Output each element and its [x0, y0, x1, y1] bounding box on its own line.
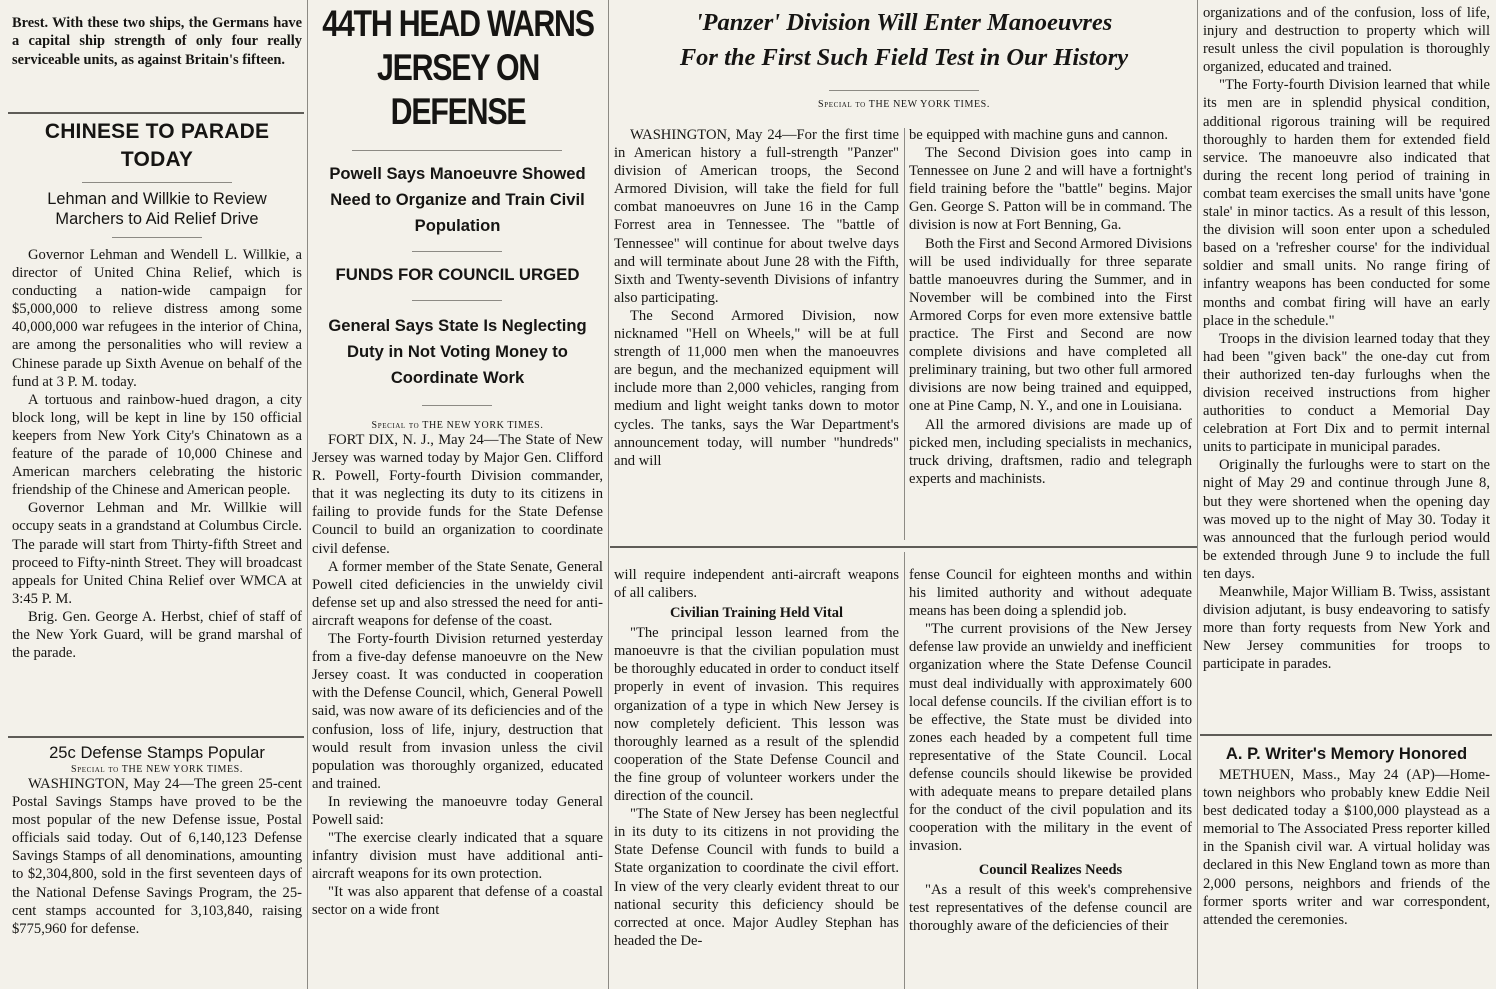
main-story-paragraph-6: "It was also apparent that defense of a coastal sector on a wide front: [312, 884, 603, 919]
column-rule: [307, 0, 308, 989]
column-5-paragraph-3: Troops in the division learned today that they had been "given back" the one-day cut from their authorized ten-day furloughs when the division received instructions from higher authorities to conduct a Memorial Day celebration at Fort Dix and to permit internal units to participate in municipal parades.: [1203, 330, 1490, 456]
column-3-continuation: [614, 566, 899, 984]
panzer-paragraph-b4: All the armored divisions are made up of picked men, including specialists in mechanics, truck driving, draftsmen, radio and telegraph experts and machinists.: [909, 416, 1192, 487]
panzer-paragraph-a2: The Second Armored Division, now nicknamed "Hell on Wheels," will be at full strength of 11,000 men when the manoeuvres are begun, and the mechanized equipment will include more than 2,000 vehicles, ranging from medium and light weight tanks down to motor cycles. The tanks, says the War Department's announcement today, will number "hundreds" and will: [614, 307, 899, 469]
divider: [422, 405, 492, 406]
column-4-continuation: [909, 566, 1192, 984]
civilian-training-subhead: Civilian Training Held Vital: [669, 605, 844, 622]
divider: [112, 237, 202, 238]
divider: [352, 150, 562, 151]
divider: [82, 182, 232, 183]
ap-writer-story: [1203, 742, 1490, 984]
column-5-paragraph-2: "The Forty-fourth Division learned that while its men are in splendid physical condition, additional rigorous training will be required thoroughly to harden them for extended field service. The manoeuvre also indicated that during the recent long period of training in combat team exercises the small units have 'gone stale' in minor tactics. As a result of this lesson, the division will soon enter upon a scheduled based on a 'refresher course' for the individual soldier and small units. No range firing of infantry weapons has been conducted for some months and combat firing will have an early place in the schedule.": [1203, 77, 1490, 329]
column-5-paragraph-5: Meanwhile, Major William B. Twiss, assistant division adjutant, is busy endeavoring to satisfy more than forty requests from New York and New Jersey communities for troops to participate in parades.: [1203, 584, 1490, 673]
divider: [412, 251, 502, 252]
carryover-paragraph: Brest. With these two ships, the Germans have a capital ship strength of only four really serviceable units, as against Britain's fifteen.: [12, 15, 302, 68]
defense-stamps-paragraph: WASHINGTON, May 24—The green 25-cent Postal Savings Stamps have proved to be the most popular of the new Defense issue, Postal officials said today. Out of 6,140,123 Defense Savings Stamps of all denominations, amounting to $2,304,800, sold in the first seventeen days of the National Defense Savings Program, the 25-cent stamps accounted for 3,103,840, raising $775,960 for defense.: [12, 776, 302, 937]
defense-stamps-credit: Special to THE NEW YORK TIMES.: [71, 764, 243, 775]
column-3-paragraph-1: will require independent anti-aircraft weapons of all calibers.: [614, 567, 899, 602]
divider: [8, 112, 304, 114]
column-4-paragraph-1: fense Council for eighteen months and within his limited authority and without adequate means has been doing a splendid job.: [909, 567, 1192, 620]
panzer-headline-block: [612, 4, 1196, 122]
main-deck-2: FUNDS FOR COUNCIL URGED: [335, 265, 580, 284]
chinese-parade-paragraph-1: Governor Lehman and Wendell L. Willkie, a director of United China Relief, which is conducting a nation-wide campaign for $5,000,000 to relieve distress among some 40,000,000 war refugees in the interior of China, are among the personalities who will review a Chinese parade up Sixth Avenue on behalf of the fund at 3 P. M. today.: [12, 247, 302, 390]
main-deck-3: General Says State Is Neglecting Duty in Not Voting Money to Coordinate Work: [328, 316, 587, 387]
chinese-parade-headline: CHINESE TO PARADE TODAY: [44, 120, 270, 171]
main-deck-1: Powell Says Manoeuvre Showed Need to Organize and Train Civil Population: [329, 164, 586, 235]
ap-writer-paragraph: METHUEN, Mass., May 24 (AP)—Home-town neighbors who probably knew Eddie Neil best dedicated today a $100,000 playstead as a memorial to The Associated Press reporter killed in the Spanish civil war. A virtual holiday was declared in this New England town as more than 2,000 persons, neighbors and friends of the former sports writer and war correspondent, attended the ceremonies.: [1203, 767, 1490, 928]
column-3-paragraph-3: "The State of New Jersey has been neglectful in its duty to its citizens in not providing the State Defense Council with funds to build a State organization to coordinate the civil effort. In view of the very clearly evident threat to our national security this deficiency should be corrected at once. Major Audley Stephan has headed the De-: [614, 806, 899, 949]
column-1-carryover: [12, 14, 302, 106]
column-5-paragraph-1: organizations and of the confusion, loss of life, injury and destruction to property which will result unless the civil population is thoroughly organized, educated and trained.: [1203, 5, 1490, 76]
divider: [8, 736, 304, 738]
panzer-paragraph-b2: The Second Division goes into camp in Tennessee on June 2 and will have a fortnight's field training before the "battle" begins. Major Gen. George S. Patton will be in command. The division is now at Fort Benning, Ga.: [909, 145, 1192, 234]
chinese-parade-paragraph-2: A tortuous and rainbow-hued dragon, a city block long, will be kept in line by 150 official keepers from New York City's Chinatown as a feature of the parade of 10,000 Chinese and American marchers celebrating the historic friendship of the Chinese and American people.: [12, 391, 302, 499]
main-story-paragraph-5: "The exercise clearly indicated that a square infantry division must have additional anti-aircraft weapons for its own protection.: [312, 830, 603, 883]
divider: [829, 90, 979, 91]
main-story-paragraph-2: A former member of the State Senate, General Powell cited deficiencies in the unwieldy civil defense set up and also stressed the need for anti-aircraft weapons for defense of the coast.: [312, 558, 603, 629]
column-rule: [608, 0, 609, 989]
column-3-paragraph-2: "The principal lesson learned from the manoeuvre is that the civilian population must be thoroughly educated in order to conduct itself properly in event of invasion. This requires organization of a type in which New Jersey is now completely deficient. This lesson was thoroughly learned as a result of the splendid cooperation of the State Defense Council and the fine group of volunteer workers under the direction of the council.: [614, 625, 899, 805]
panzer-paragraph-b1: be equipped with machine guns and cannon.: [909, 127, 1168, 143]
panzer-column-b: [909, 126, 1192, 541]
column-5: [1203, 4, 1490, 730]
council-realizes-subhead: Council Realizes Needs: [978, 861, 1123, 878]
chinese-parade-subhead: Lehman and Willkie to Review Marchers to Aid Relief Drive: [47, 190, 267, 228]
column-5-paragraph-4: Originally the furloughs were to start on the night of May 29 and continue through June 8, but they were shortened when the opening day was moved up to the night of May 30. Today it was announced that the furlough period would be extended through June 9 to include the full ten days.: [1203, 457, 1490, 582]
divider: [1200, 734, 1492, 736]
panzer-headline-line-1: 'Panzer' Division Will Enter Manoeuvres: [695, 9, 1113, 36]
divider: [412, 300, 502, 301]
panzer-paragraph-b3: Both the First and Second Armored Divisions will be used individually for three separate battle manoeuvres during the Summer, and in November will be combined into the First Armored Corps for even more extensive battle practice. The First and Second are now complete divisions and have completed all preliminary training, but two other full armored divisions are now being trained and equipped, one at Pine Camp, N. Y., and one in Louisiana.: [909, 235, 1192, 415]
main-story-paragraph-4: In reviewing the manoeuvre today General Powell said:: [312, 793, 603, 828]
main-story-column: [312, 2, 603, 986]
chinese-parade-paragraph-4: Brig. Gen. George A. Herbst, chief of staff of the New York Guard, will be grand marshal of the parade.: [12, 608, 302, 662]
chinese-parade-story: [12, 118, 302, 730]
column-4-paragraph-3: "As a result of this week's comprehensive test representatives of the defense council are thoroughly aware of the deficiencies of their: [909, 881, 1192, 934]
main-headline: 44TH HEAD WARNS JERSEY ON DEFENSE: [322, 3, 594, 132]
column-rule: [904, 552, 905, 989]
panzer-credit: Special to THE NEW YORK TIMES.: [818, 99, 990, 110]
chinese-parade-paragraph-3: Governor Lehman and Mr. Willkie will occupy seats in a grandstand at Columbus Circle. The parade will start from Thirty-fifth Street and proceed to Fifty-ninth Street. They will broadcast appeals for United China Relief over WMCA at 3:45 P. M.: [12, 500, 302, 607]
panzer-paragraph-a1: WASHINGTON, May 24—For the first time in American history a full-strength "Panzer" division of American troops, the Second Armored Division, will take the field for full combat manoeuvres on June 16 in the Camp Forrest area in Tennessee. The "battle of Tennessee" will continue for about twelve days and will terminate about June 28 with the Fifth, Sixth and Twenty-seventh Divisions of infantry also participating.: [614, 127, 899, 306]
column-4-paragraph-2: "The current provisions of the New Jersey defense law provide an unwieldy and inefficient organization where the State Defense Council must deal individually with approximately 600 local defense councils. If the civilian effort is to be effective, the State must be divided into zones each headed by a competent full time representative of the State Council. Local defense councils should likewise be provided with adequate means to prepare detailed plans for the conduct of the civil population and its cooperation with the military in the event of invasion.: [909, 621, 1192, 855]
main-story-paragraph-3: The Forty-fourth Division returned yesterday from a five-day defense manoeuvre on the New Jersey coast. It was conducted in cooperation with the Defense Council, which, General Powell said, was now aware of its deficiencies and of the confusion, loss of life, injury, destruction that would result from invasion unless the civil population was thoroughly organized, educated and trained.: [312, 631, 603, 792]
defense-stamps-headline: 25c Defense Stamps Popular: [49, 743, 265, 762]
divider: [610, 546, 1198, 548]
main-story-credit: Special to THE NEW YORK TIMES.: [371, 420, 544, 431]
panzer-column-a: [614, 126, 899, 541]
column-rule: [1197, 0, 1198, 989]
panzer-headline-line-2: For the First Such Field Test in Our History: [679, 44, 1129, 71]
column-rule: [904, 128, 905, 540]
main-story-paragraph-1: FORT DIX, N. J., May 24—The State of New Jersey was warned today by Major Gen. Clifford R. Powell, Forty-fourth Division commander, that it was neglecting its duty to its citizens in failing to provide funds for the State Defense Council to build an organization to coordinate civil defense.: [312, 432, 603, 557]
ap-writer-headline: A. P. Writer's Memory Honored: [1225, 744, 1468, 763]
defense-stamps-story: [12, 742, 302, 982]
